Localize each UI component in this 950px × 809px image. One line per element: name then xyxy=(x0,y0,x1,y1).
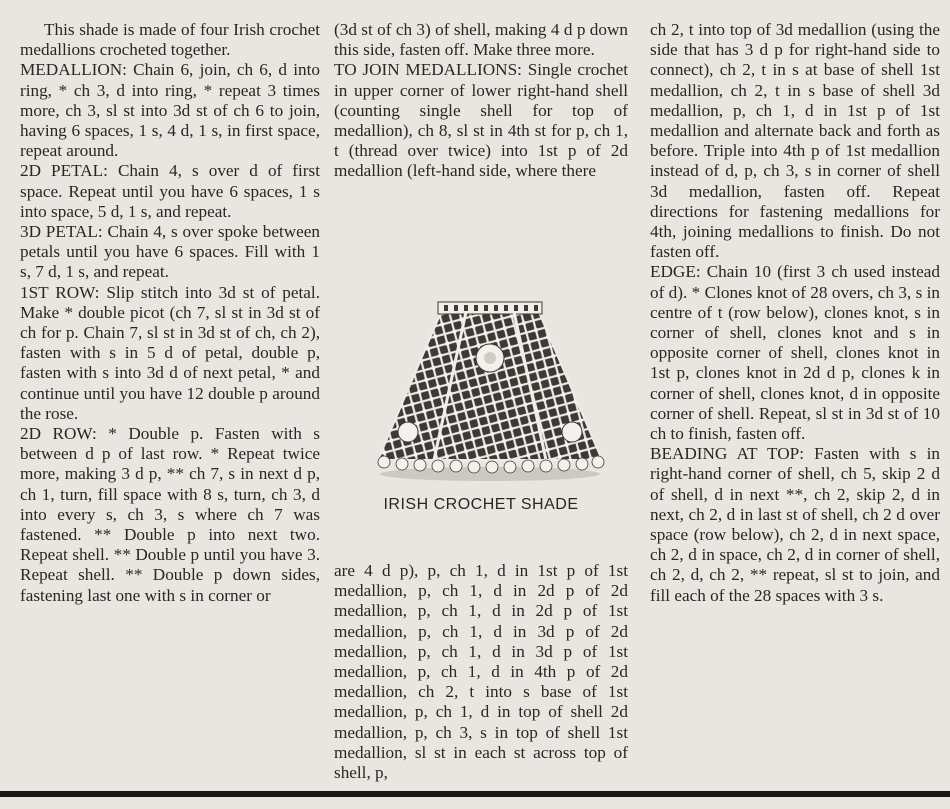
bottom-rule xyxy=(0,791,950,797)
text-column-1 xyxy=(20,20,320,606)
third-medallion-paragraph: ch 2, t into top of 3d medallion (using the side that has 3 d p for right-hand side to connect), ch 2, t in s at base of shell 1st medallion, ch 2, t in s base of shell 3d medallion, p, ch 1, d in 1st p of 1st medallion and alternate back and forth as before. Triple into 4th p of 1st medallion instead of d, p, ch 3, s in corner of shell 3d medallion, fasten off. Repeat directions for fastening medallions for 4th, joining medallions to finish. Do not fasten off. xyxy=(650,20,940,262)
text-column-2-top xyxy=(334,20,628,182)
medallion-paragraph: MEDALLION: Chain 6, join, ch 6, d into ring, * ch 3, d into ring, * repeat 3 times more, ch 3, sl st into 3d st of ch 6 to join, having 6 spaces, 1 s, 4 d, 1 s, in first space, repeat around. xyxy=(20,60,320,161)
intro-paragraph: This shade is made of four Irish crochet medallions crocheted together. xyxy=(20,20,320,60)
crochet-shade-photo xyxy=(372,292,608,482)
beading-paragraph: BEADING AT TOP: Fasten with s in right-hand corner of shell, ch 5, skip 2 d of shell, d in next **, ch 2, skip 2, d in next, ch 2, d in last st of shell, ch 2 d over space (row below), ch 2, d in next space, ch 2, d in space, ch 2, d in corner of shell, ch 2, d, ch 2, ** repeat, sl st to join, and fill each of the 28 spaces with 3 s. xyxy=(650,444,940,605)
lampshade-illustration xyxy=(372,292,608,482)
join-medallions-paragraph: TO JOIN MEDALLIONS: Single crochet in upper corner of lower right-hand shell (counting single shell for top of medallion), ch 8, sl st in 4th st for p, ch 1, t (thread over twice) into 1st p of 2d medallion (left-hand side, where there xyxy=(334,60,628,181)
text-column-2-bottom xyxy=(334,561,628,783)
edge-paragraph: EDGE: Chain 10 (first 3 ch used instead of d). * Clones knot of 28 overs, ch 3, s in centre of t (row below), clones knot, s in corner of shell, clones knot and s in opposite corner of shell, clones knot in 1st p, clones knot in 2d d p, clones k in corner of shell, clones knot, d in opposite corner of shell. Repeat, sl st in 3d st of 10 ch to finish, fasten off. xyxy=(650,262,940,444)
join-continuation-paragraph: are 4 d p), p, ch 1, d in 1st p of 1st medallion, p, ch 1, d in 2d p of 2d medallion, p, ch 1, d in 2d p of 1st medallion, p, ch 1, d in 3d p of 2d medallion, p, ch 1, d in 3d p of 1st medallion, p, ch 1, d in 4th p of 2d medallion, ch 2, t into s base of 1st medallion, p, ch 1, d in top of shell 2d medallion, p, ch 3, s in top of shell 1st medallion, sl st in each st across top of shell, p, xyxy=(334,561,628,783)
photo-caption: IRISH CROCHET SHADE xyxy=(383,496,579,513)
first-row-paragraph: 1ST ROW: Slip stitch into 3d st of petal. Make * double picot (ch 7, sl st in 3d st of ch for p. Chain 7, sl st in 3d st of ch, ch 2), fasten with s in 5 d of petal, double p, fasten with s into 3d d of next petal, * and continue until you have 12 double p around the rose. xyxy=(20,282,320,423)
shell-continuation-paragraph: (3d st of ch 3) of shell, making 4 d p down this side, fasten off. Make three more. xyxy=(334,20,628,60)
second-petal-paragraph: 2D PETAL: Chain 4, s over d of first space. Repeat until you have 6 spaces, 1 s into space, 5 d, 1 s, and repeat. xyxy=(20,161,320,221)
second-row-paragraph: 2D ROW: * Double p. Fasten with s between d p of last row. * Repeat twice more, making 3 d p, ** ch 7, s in next d p, ch 1, turn, fill space with 8 s, turn, ch 3, d into every s, ch 3, s where ch 7 was fastened. ** Double p into next two. Repeat shell. ** Double p until you have 3. Repeat shell. ** Double p down sides, fastening last one with s in corner or xyxy=(20,424,320,605)
third-petal-paragraph: 3D PETAL: Chain 4, s over spoke between petals until you have 6 spaces. Fill with 1 s, 7 d, 1 s, and repeat. xyxy=(20,222,320,282)
text-column-3 xyxy=(650,20,940,606)
